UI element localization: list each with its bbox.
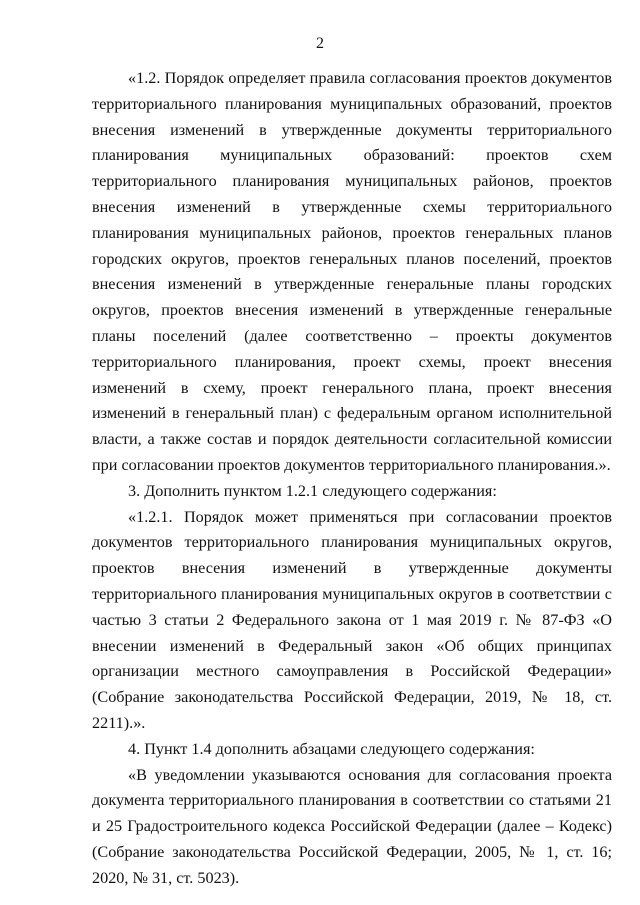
paragraph-item-3: 3. Дополнить пунктом 1.2.1 следующего содержания: [128, 481, 497, 500]
paragraph-1-2-1: «1.2.1. Порядок может применяться при согласовании проектов документов территориального планирования муниципальных округов, проектов внесения изменений в утвержденные документы территориального планирования муниципальных округов в соответствии с частью 3 статьи 2 Федерального закона от 1 мая 2019 г. № 87-ФЗ «О внесении изменений в Федеральный закон «Об общих принципах организации местного самоуправления в Российской Федерации» (Собрание законодательства Российской Федерации, 2019, № 18, ст. 2211).». [92, 507, 612, 732]
paragraph-notification: «В уведомлении указываются основания для согласования проекта документа территориального планирования в соответствии со статьями 21 и 25 Градостроительного кодекса Российской Федерации (далее – Кодекс) (Собрание законодательства Российской Федерации, 2005, № 1, ст. 16; 2020, № 31, ст. 5023). [92, 765, 612, 887]
paragraph-1-2: «1.2. Порядок определяет правила согласования проектов документов территориального планирования муниципальных образований, проектов внесения изменений в утвержденные документы территориального планирования муниципальных образований: проектов схем территориального планирования муниципальных районов, проектов внесения изменений в утвержденные схемы территориального планирования муниципальных районов, проектов генеральных планов городских округов, проектов генеральных планов поселений, проектов внесения изменений в утвержденные генеральные планы городских округов, проектов внесения изменений в утвержденные генеральные планы поселений (далее соответственно – проекты документов территориального планирования, проект схемы, проект внесения изменений в схему, проект генерального плана, проект внесения изменений в генеральный план) с федеральным органом исполнительной власти, а также состав и порядок деятельности согласительной комиссии при согласовании проектов документов территориального планирования.». [92, 69, 612, 474]
page-number: 2 [316, 35, 324, 52]
paragraph-item-4: 4. Пункт 1.4 дополнить абзацами следующего содержания: [128, 739, 535, 758]
document-body [92, 66, 612, 892]
